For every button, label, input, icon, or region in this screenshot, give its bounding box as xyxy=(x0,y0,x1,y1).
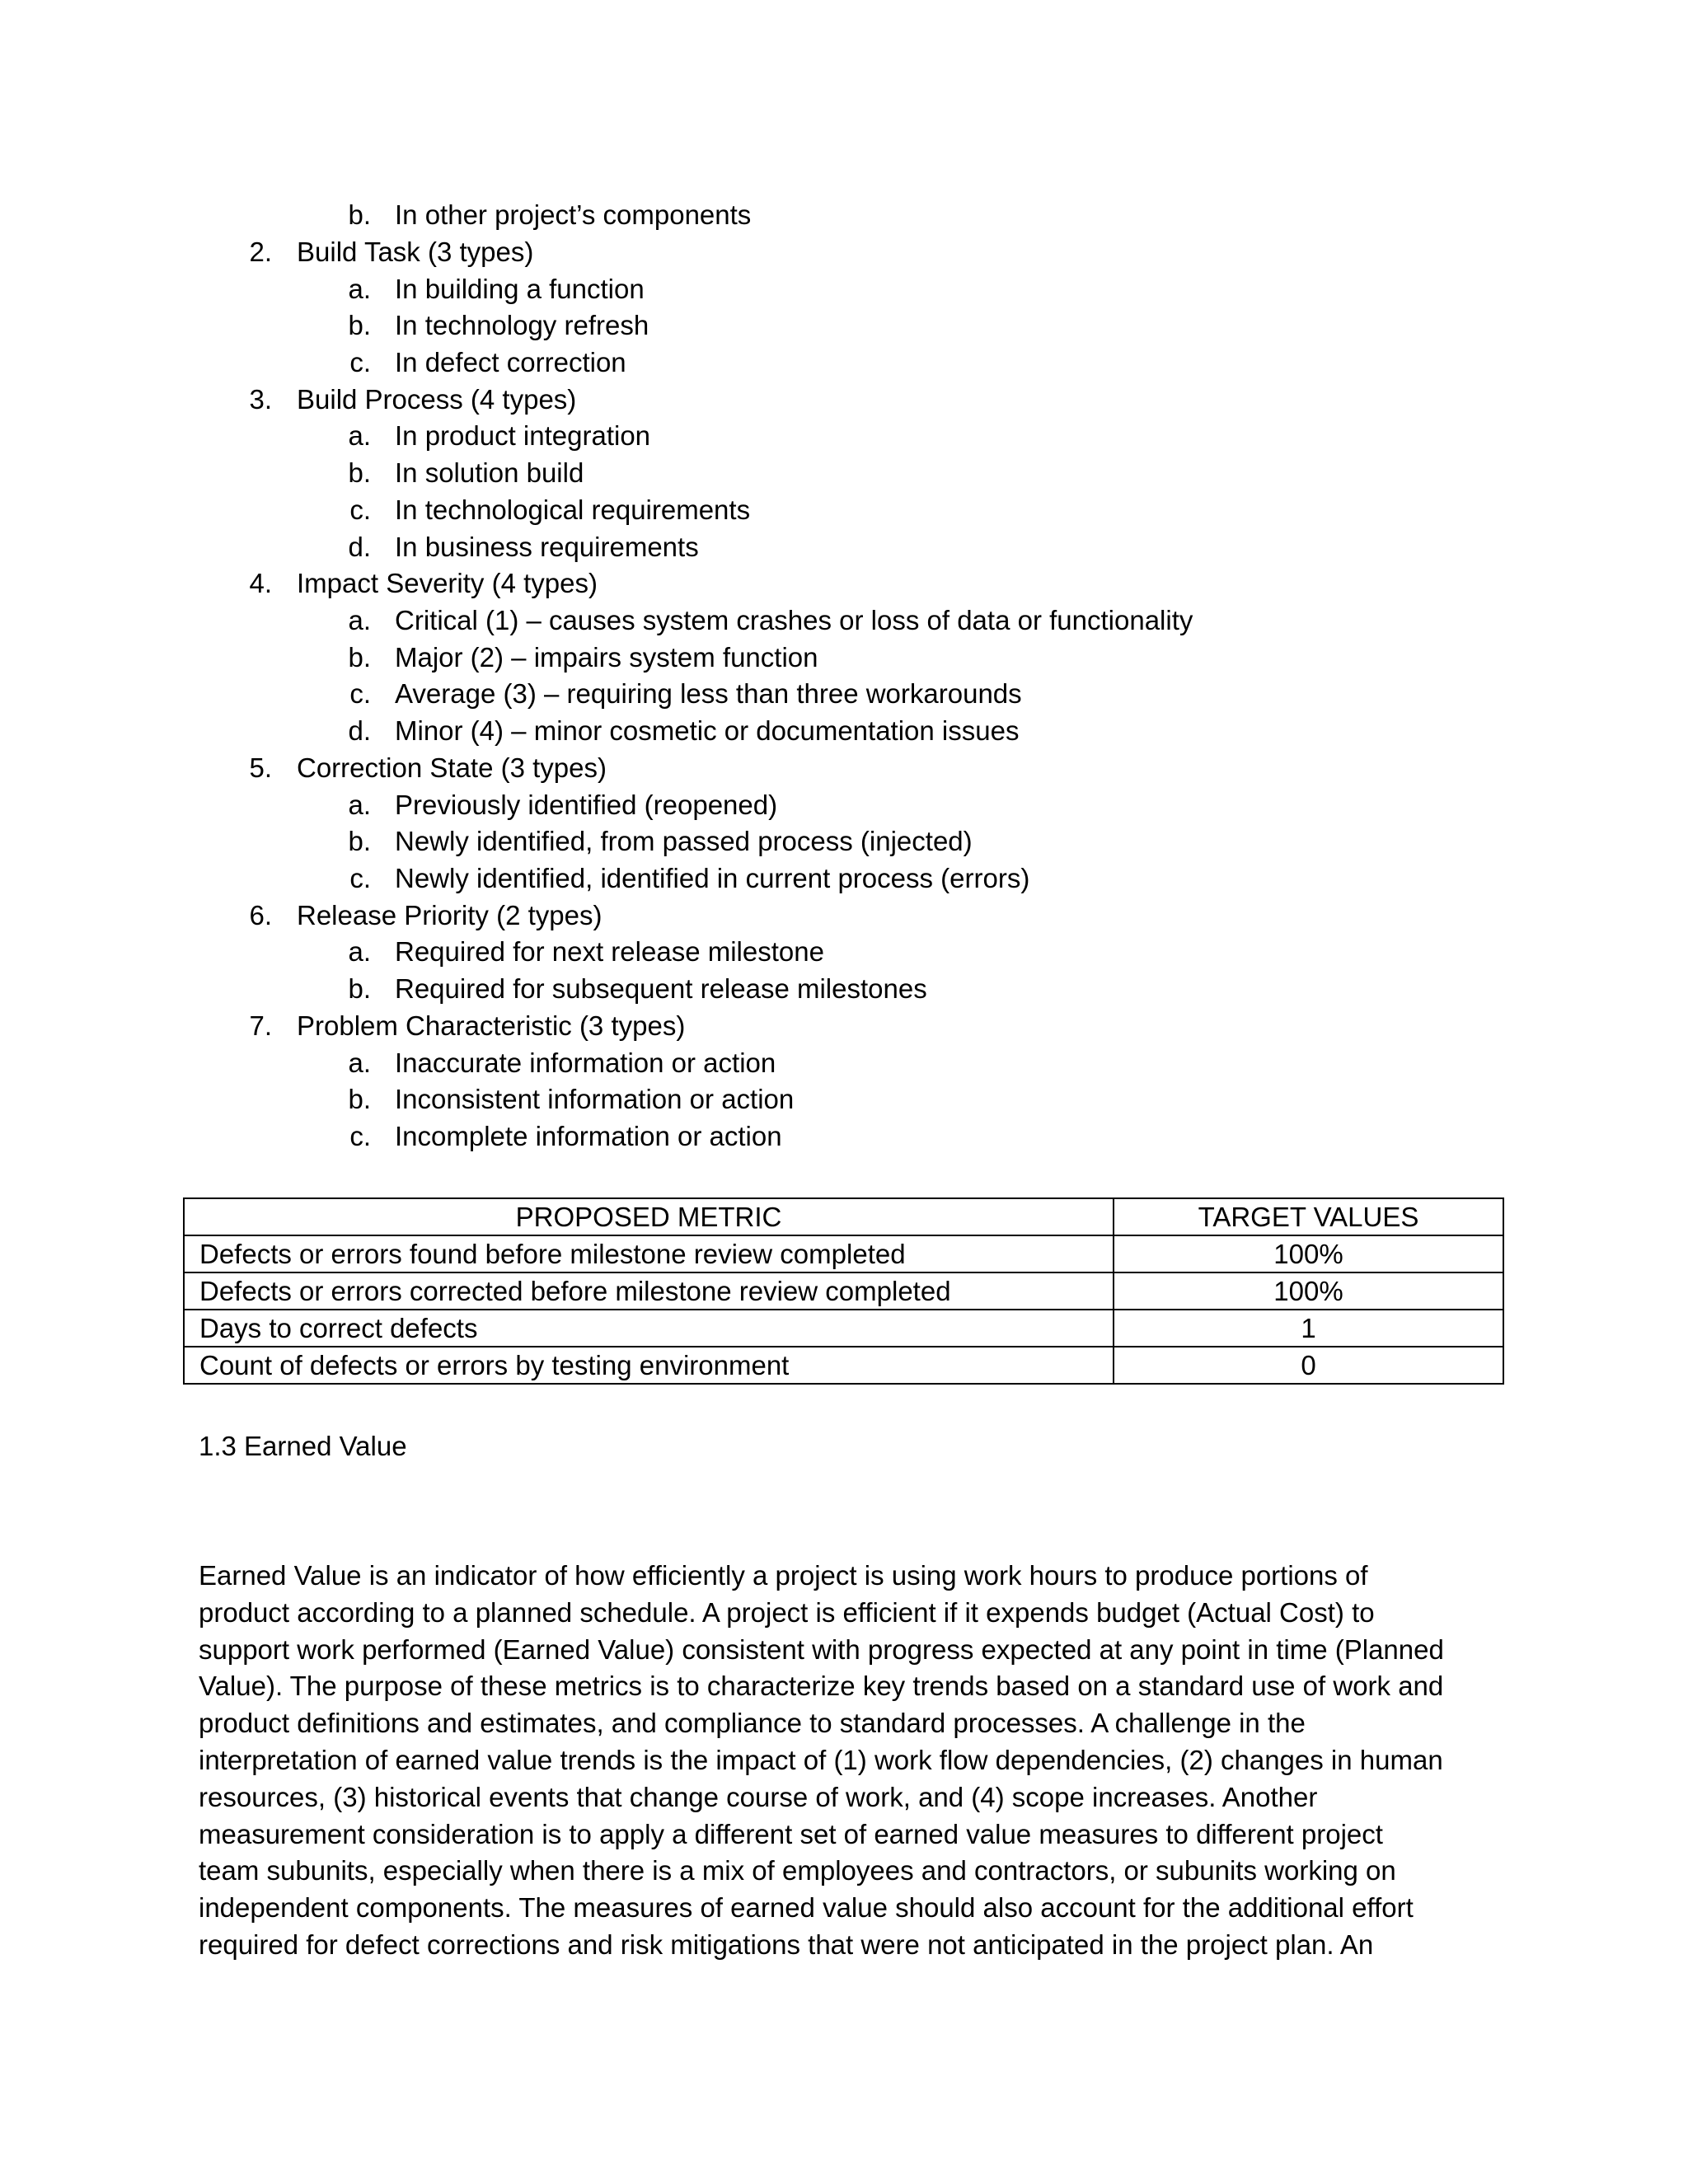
list-item-text: Inconsistent information or action xyxy=(395,1084,795,1114)
paragraph-line: measurement consideration is to apply a different set of earned value measures to different project xyxy=(199,1818,1383,1849)
table-row xyxy=(184,1235,1503,1272)
list-item-text: Incomplete information or action xyxy=(395,1121,782,1151)
target-cell: 100% xyxy=(1114,1235,1503,1272)
list-item-text: Previously identified (reopened) xyxy=(395,790,778,820)
list-marker: c. xyxy=(349,678,371,709)
column-header-target: TARGET VALUES xyxy=(1114,1198,1503,1235)
metrics-table xyxy=(183,1197,1504,1385)
paragraph-line: interpretation of earned value trends is the impact of (1) work flow dependencies, (2) changes in human xyxy=(199,1744,1443,1775)
list-item-text: Newly identified, identified in current process (errors) xyxy=(395,863,1030,893)
section-title: Problem Characteristic (3 types) xyxy=(297,1010,686,1041)
section-number: 2. xyxy=(249,237,272,267)
metric-cell: Days to correct defects xyxy=(184,1310,1114,1347)
list-marker: a. xyxy=(348,605,371,635)
target-cell: 0 xyxy=(1114,1347,1503,1384)
section-title: Build Task (3 types) xyxy=(297,237,534,267)
paragraph-line: product definitions and estimates, and compliance to standard processes. A challenge in the xyxy=(199,1708,1306,1739)
section-title: Release Priority (2 types) xyxy=(297,900,603,930)
paragraph-line: Earned Value is an indicator of how efficiently a project is using work hours to produce portions of xyxy=(199,1560,1368,1591)
section-heading: 1.3 Earned Value xyxy=(199,1431,407,1461)
list-marker: b. xyxy=(348,826,371,856)
list-marker: b. xyxy=(348,973,371,1004)
list-item-text: Newly identified, from passed process (injected) xyxy=(395,826,973,856)
table-header-row xyxy=(184,1198,1503,1235)
section-number: 6. xyxy=(249,900,272,930)
list-item-text: Critical (1) – causes system crashes or loss of data or functionality xyxy=(395,605,1193,635)
section-number: 5. xyxy=(249,752,272,783)
list-item-text: In building a function xyxy=(395,274,645,304)
list-marker: b. xyxy=(348,199,371,230)
paragraph-line: resources, (3) historical events that change course of work, and (4) scope increases. Another xyxy=(199,1781,1318,1812)
metric-cell: Count of defects or errors by testing environment xyxy=(184,1347,1114,1384)
section-number: 7. xyxy=(249,1010,272,1041)
list-item-text: In other project’s components xyxy=(395,199,752,230)
list-marker: a. xyxy=(348,420,371,451)
list-item-text: Required for next release milestone xyxy=(395,936,824,967)
list-item-text: Average (3) – requiring less than three workarounds xyxy=(395,678,1022,709)
list-marker: b. xyxy=(348,1084,371,1114)
target-cell: 100% xyxy=(1114,1272,1503,1310)
table-row xyxy=(184,1272,1503,1310)
list-marker: a. xyxy=(348,936,371,967)
list-item-text: In technology refresh xyxy=(395,310,649,340)
list-marker: b. xyxy=(348,642,371,673)
table-row xyxy=(184,1310,1503,1347)
section-title: Correction State (3 types) xyxy=(297,752,607,783)
metric-cell: Defects or errors found before milestone review completed xyxy=(184,1235,1114,1272)
list-marker: c. xyxy=(349,1121,371,1151)
list-item-text: In technological requirements xyxy=(395,494,751,525)
paragraph-line: support work performed (Earned Value) consistent with progress expected at any point in time (Planned xyxy=(199,1633,1444,1665)
list-marker: b. xyxy=(348,310,371,340)
list-item-text: In business requirements xyxy=(395,532,699,562)
target-cell: 1 xyxy=(1114,1310,1503,1347)
list-item-text: In defect correction xyxy=(395,347,626,377)
paragraph-line: independent components. The measures of earned value should also account for the additional effort xyxy=(199,1892,1414,1924)
list-item-text: Minor (4) – minor cosmetic or documentation issues xyxy=(395,715,1020,746)
metric-cell: Defects or errors corrected before milestone review completed xyxy=(184,1272,1114,1310)
paragraph-line: required for defect corrections and risk mitigations that were not anticipated in the project plan. An xyxy=(199,1929,1374,1960)
section-number: 3. xyxy=(249,384,272,415)
paragraph-line: product according to a planned schedule. A project is efficient if it expends budget (Actual Cost) to xyxy=(199,1596,1375,1628)
list-marker: c. xyxy=(349,494,371,525)
list-marker: a. xyxy=(348,274,371,304)
list-marker: d. xyxy=(348,715,371,746)
column-header-metric: PROPOSED METRIC xyxy=(184,1198,1114,1235)
paragraph-line: team subunits, especially when there is a mix of employees and contractors, or subunits working on xyxy=(199,1855,1396,1886)
section-number: 4. xyxy=(249,568,272,598)
list-marker: c. xyxy=(349,863,371,893)
body-paragraph xyxy=(199,1558,1501,1964)
section-title: Build Process (4 types) xyxy=(297,384,577,415)
list-marker: a. xyxy=(348,1047,371,1078)
list-item-text: Major (2) – impairs system function xyxy=(395,642,818,673)
list-item-text: In product integration xyxy=(395,420,651,451)
list-item-text: Required for subsequent release milestones xyxy=(395,973,927,1004)
list-marker: d. xyxy=(348,532,371,562)
paragraph-line: Value). The purpose of these metrics is to characterize key trends based on a standard use of work and xyxy=(199,1671,1444,1702)
list-item-text: In solution build xyxy=(395,457,584,488)
list-marker: b. xyxy=(348,457,371,488)
list-item-text: Inaccurate information or action xyxy=(395,1047,776,1078)
table-row xyxy=(184,1347,1503,1384)
section-title: Impact Severity (4 types) xyxy=(297,568,598,598)
list-marker: a. xyxy=(348,790,371,820)
list-marker: c. xyxy=(349,347,371,377)
